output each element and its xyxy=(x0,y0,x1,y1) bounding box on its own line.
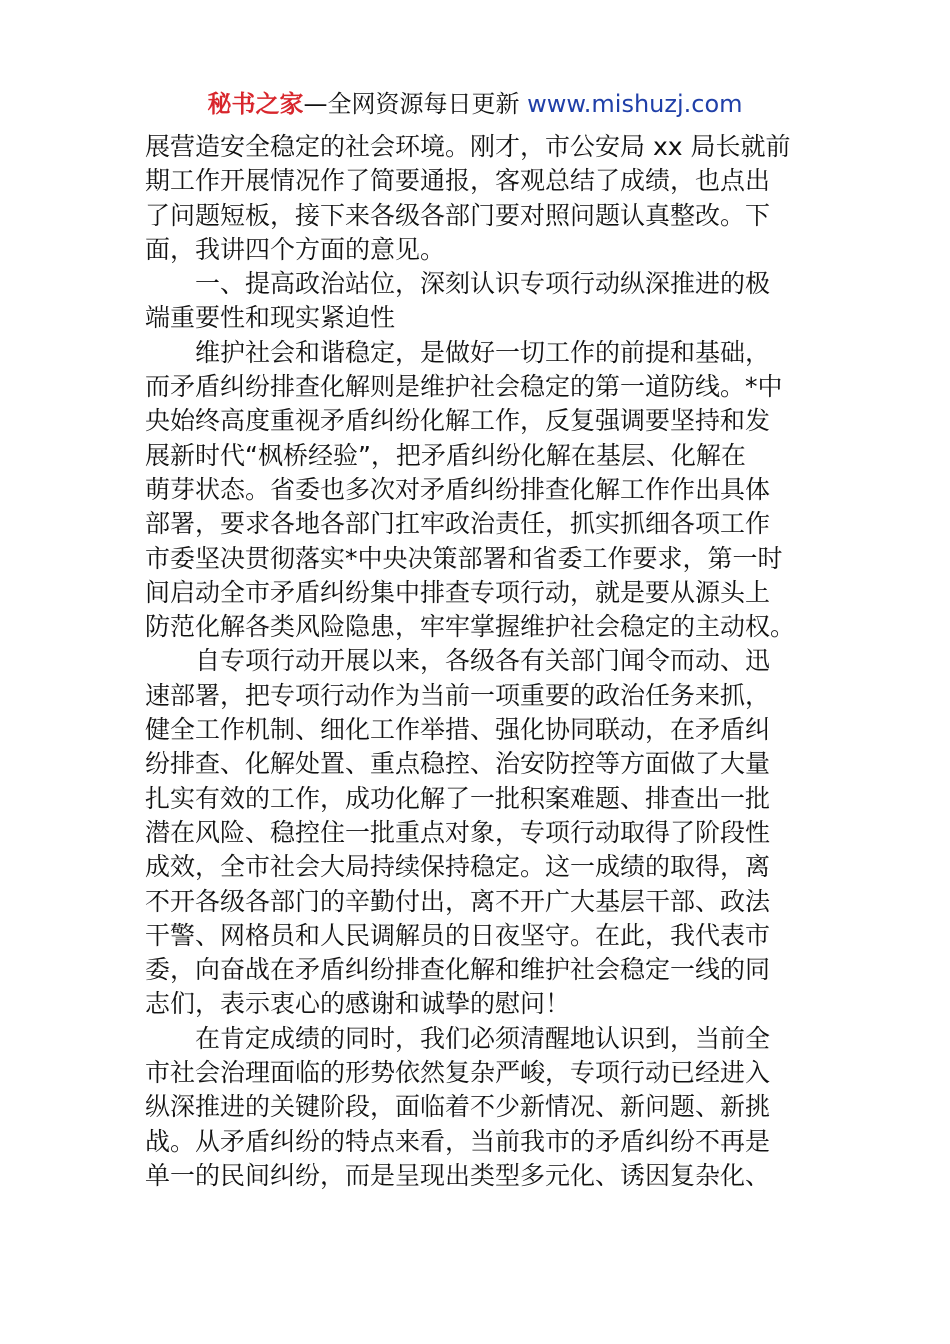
text-line: 展营造安全稳定的社会环境。刚才，市公安局 xx 局长就前 xyxy=(145,132,791,161)
text-line: 了问题短板，接下来各级各部门要对照问题认真整改。下 xyxy=(145,200,771,230)
site-tagline: —全网资源每日更新 xyxy=(303,90,528,118)
text-line: 市社会治理面临的形势依然复杂严峻，专项行动已经进入 xyxy=(145,1058,771,1088)
text-line: 自专项行动开展以来，各级各有关部门闻令而动、迅 xyxy=(145,646,771,676)
text-line: 防范化解各类风险隐患，牢牢掌握维护社会稳定的主动权。 xyxy=(145,612,796,642)
text-line: 期工作开展情况作了简要通报，客观总结了成绩，也点出 xyxy=(145,166,771,196)
text-line: 纵深推进的关键阶段，面临着不少新情况、新问题、新挑 xyxy=(145,1092,771,1122)
text-line: 战。从矛盾纠纷的特点来看，当前我市的矛盾纠纷不再是 xyxy=(145,1126,771,1156)
site-header xyxy=(0,86,950,122)
text-line: 在肯定成绩的同时，我们必须清醒地认识到，当前全 xyxy=(145,1023,771,1053)
document-body xyxy=(145,130,815,1193)
text-line: 萌芽状态。省委也多次对矛盾纠纷排查化解工作作出具体 xyxy=(145,474,771,504)
site-brand: 秘书之家 xyxy=(207,90,304,118)
text-line: 维护社会和谐稳定，是做好一切工作的前提和基础， xyxy=(145,337,771,367)
text-line: 成效，全市社会大局持续保持稳定。这一成绩的取得，离 xyxy=(145,852,771,882)
text-line: 速部署，把专项行动作为当前一项重要的政治任务来抓， xyxy=(145,680,771,710)
text-line: 展新时代“枫桥经验”，把矛盾纠纷化解在基层、化解在 xyxy=(145,440,746,470)
text-line: 部署，要求各地各部门扛牢政治责任，抓实抓细各项工作 xyxy=(145,509,771,539)
text-line: 纷排查、化解处置、重点稳控、治安防控等方面做了大量 xyxy=(145,749,771,779)
section-heading-line: 端重要性和现实紧迫性 xyxy=(145,303,396,333)
text-line: 潜在风险、稳控住一批重点对象，专项行动取得了阶段性 xyxy=(145,817,771,847)
text-line: 间启动全市矛盾纠纷集中排查专项行动，就是要从源头上 xyxy=(145,577,771,607)
text-line: 干警、网格员和人民调解员的日夜坚守。在此，我代表市 xyxy=(145,920,771,950)
text-line: 市委坚决贯彻落实*中央决策部署和省委工作要求，第一时 xyxy=(145,543,783,573)
text-line: 扎实有效的工作，成功化解了一批积案难题、排查出一批 xyxy=(145,783,771,813)
section-heading-line: 一、提高政治站位，深刻认识专项行动纵深推进的极 xyxy=(145,269,771,299)
text-line: 而矛盾纠纷排查化解则是维护社会稳定的第一道防线。*中 xyxy=(145,372,783,402)
text-line: 单一的民间纠纷，而是呈现出类型多元化、诱因复杂化、 xyxy=(145,1160,771,1190)
text-line: 不开各级各部门的辛勤付出，离不开广大基层干部、政法 xyxy=(145,886,771,916)
text-line: 委，向奋战在矛盾纠纷排查化解和维护社会稳定一线的同 xyxy=(145,955,771,985)
text-line: 央始终高度重视矛盾纠纷化解工作，反复强调要坚持和发 xyxy=(145,406,771,436)
text-line: 健全工作机制、细化工作举措、强化协同联动，在矛盾纠 xyxy=(145,715,771,745)
text-line: 面，我讲四个方面的意见。 xyxy=(145,234,446,264)
text-line: 志们，表示衷心的感谢和诚挚的慰问！ xyxy=(145,989,571,1019)
site-url-link[interactable]: www.mishuzj.com xyxy=(527,90,743,118)
